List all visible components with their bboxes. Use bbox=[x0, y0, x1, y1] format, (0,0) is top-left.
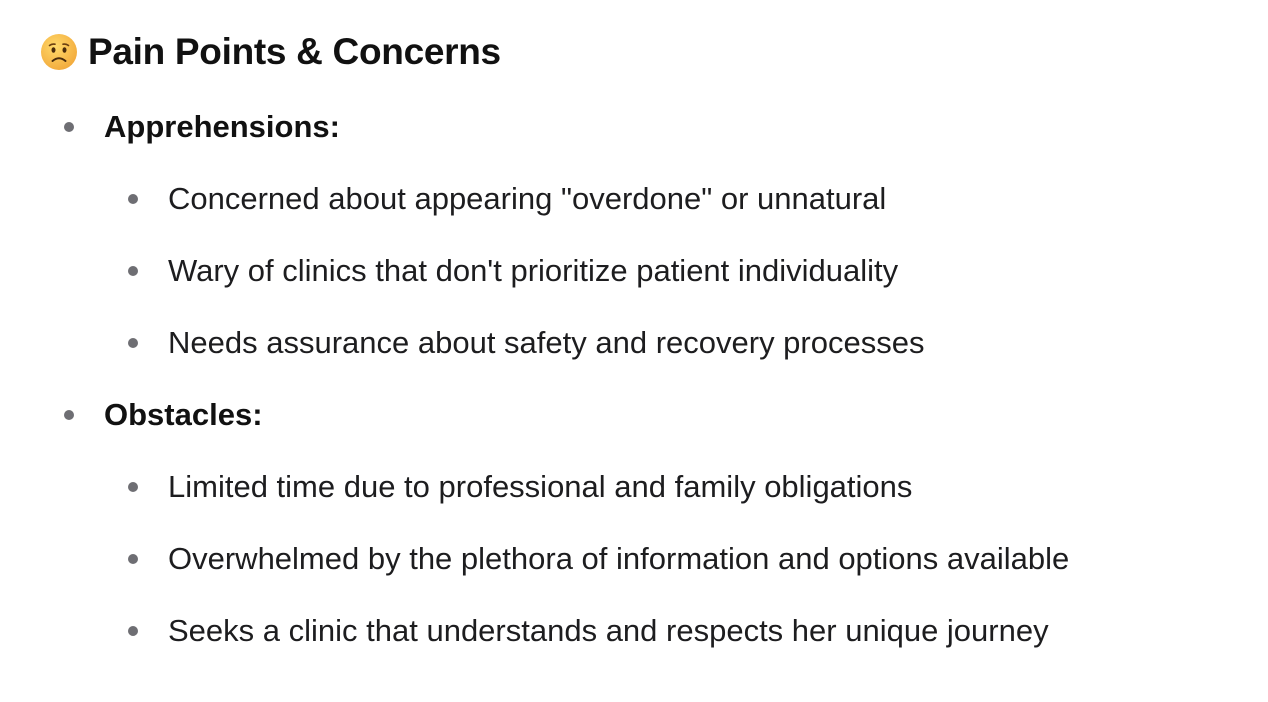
list-item-text: Concerned about appearing "overdone" or unnatural bbox=[168, 181, 887, 216]
bullet-icon bbox=[128, 338, 138, 348]
section-label: Apprehensions: bbox=[104, 109, 340, 144]
bullet-icon bbox=[64, 122, 74, 132]
section-heading bbox=[40, 28, 501, 76]
list-item-text: Wary of clinics that don't prioritize patient individuality bbox=[168, 253, 899, 288]
list-item-text: Seeks a clinic that understands and respects her unique journey bbox=[168, 613, 1049, 648]
page-title: Pain Points & Concerns bbox=[88, 31, 501, 72]
list-item-text: Needs assurance about safety and recovery processes bbox=[168, 325, 925, 360]
list-item-obstacles bbox=[64, 395, 263, 435]
list-item bbox=[128, 467, 912, 507]
bullet-icon bbox=[128, 194, 138, 204]
list-item bbox=[128, 611, 1049, 651]
bullet-icon bbox=[128, 266, 138, 276]
list-item bbox=[128, 179, 886, 219]
list-item bbox=[128, 323, 924, 363]
worried-face-icon bbox=[40, 33, 78, 71]
bullet-icon bbox=[64, 410, 74, 420]
section-label: Obstacles: bbox=[104, 397, 263, 432]
bullet-icon bbox=[128, 482, 138, 492]
bullet-icon bbox=[128, 554, 138, 564]
list-item bbox=[128, 539, 1069, 579]
list-item-text: Limited time due to professional and family obligations bbox=[168, 469, 913, 504]
list-item bbox=[128, 251, 898, 291]
bullet-icon bbox=[128, 626, 138, 636]
list-item-text: Overwhelmed by the plethora of information and options available bbox=[168, 541, 1070, 576]
list-item-apprehensions bbox=[64, 107, 340, 147]
